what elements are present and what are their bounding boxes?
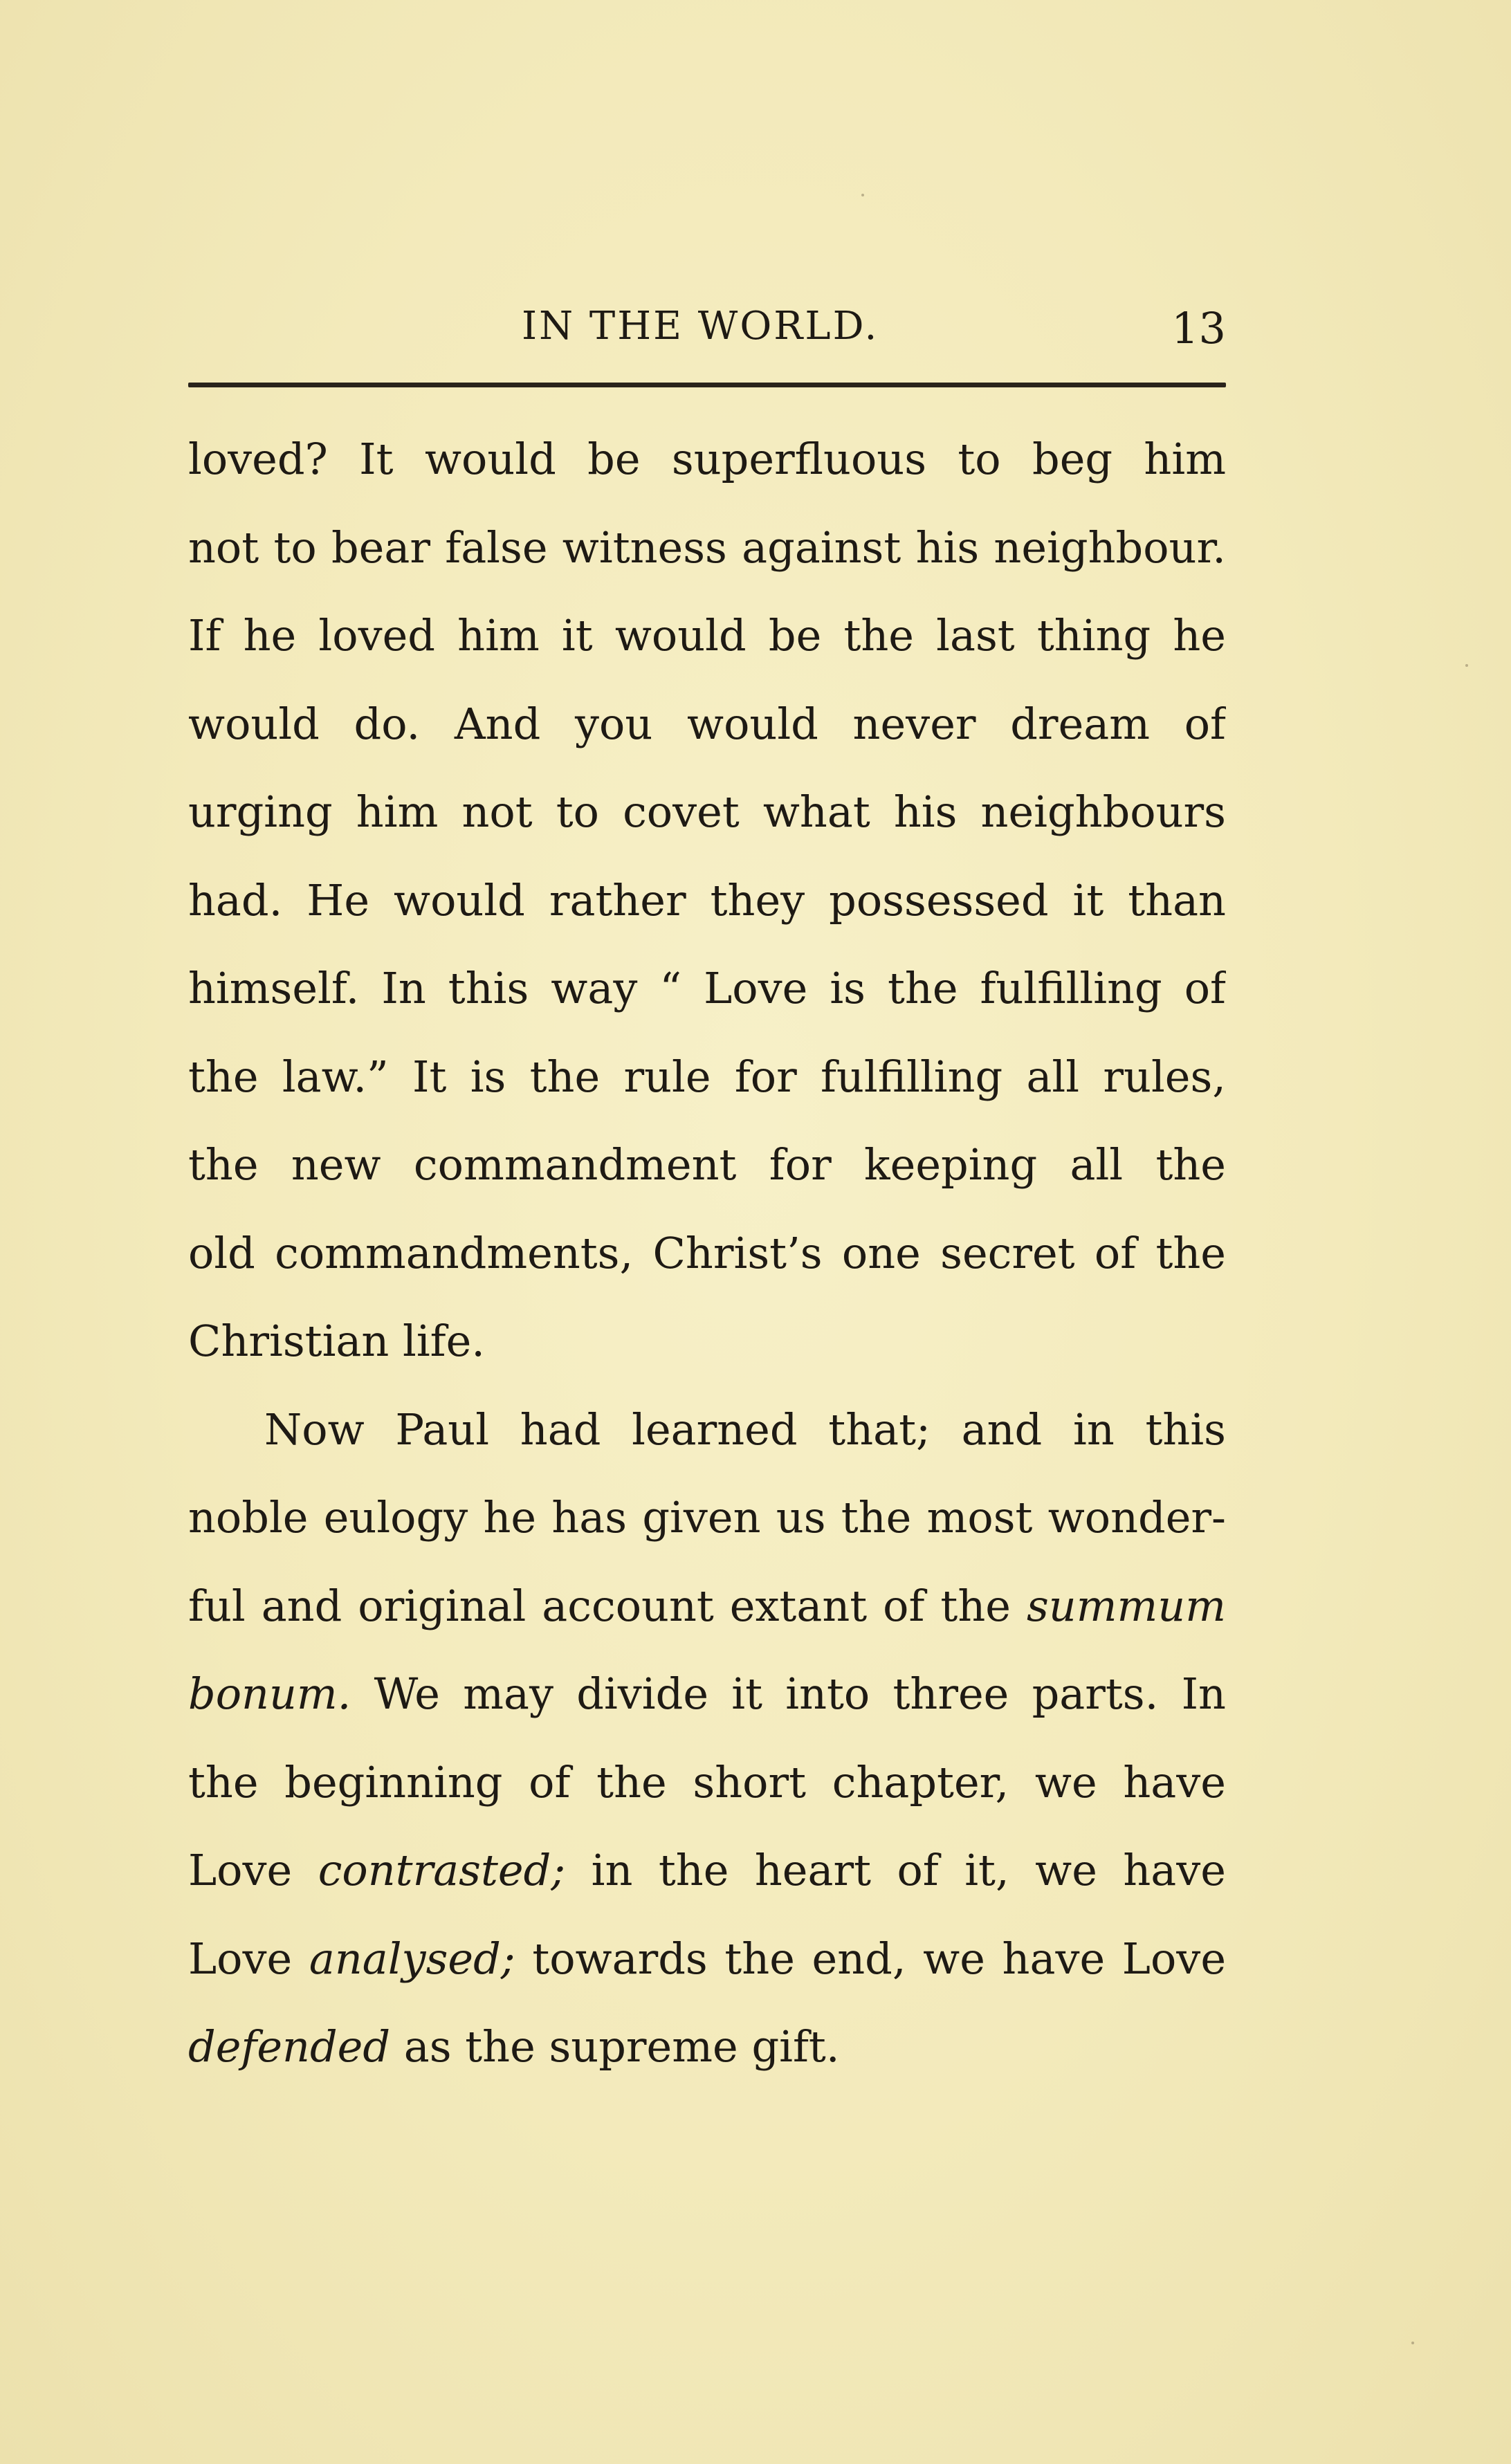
text-line: himself. In this way “ Love is the fulfilling of — [188, 963, 1226, 1013]
text-span: Love — [188, 1933, 293, 1984]
text-line — [188, 1562, 1226, 1651]
italic-term: summum — [1026, 1580, 1226, 1631]
text-line: old commandments, Christ’s one secret of the — [188, 1227, 1226, 1278]
text-line — [188, 1915, 1226, 2003]
paper-speck — [1465, 664, 1468, 667]
running-title: IN THE WORLD. — [522, 304, 879, 349]
text-line — [188, 1826, 1226, 1915]
text-span: Love — [188, 1845, 293, 1895]
text-span: ful and original account extant of the — [188, 1580, 1011, 1631]
text-line: had. He would rather they possessed it than — [188, 874, 1226, 926]
text-span: towards the end, we have Love — [532, 1933, 1226, 1984]
page-number: 13 — [1171, 303, 1226, 353]
text-line: the new commandment for keeping all the — [188, 1139, 1226, 1190]
italic-term: defended — [188, 2021, 391, 2072]
paragraph-2 — [188, 1386, 1226, 2091]
text-line: If he loved him it would be the last thing he — [188, 610, 1226, 661]
body-text — [188, 415, 1226, 2091]
italic-term: analysed; — [309, 1933, 515, 1984]
text-span: in the heart of it, we have — [591, 1845, 1226, 1895]
paragraph-1 — [188, 415, 1226, 1386]
header-rule — [188, 383, 1226, 387]
text-line: noble eulogy he has given us the most wonder- — [188, 1492, 1226, 1543]
running-header — [188, 297, 1226, 353]
italic-term: contrasted; — [318, 1845, 566, 1895]
text-line: would do. And you would never dream of — [188, 698, 1226, 749]
text-line: loved? It would be superfluous to beg him — [188, 434, 1226, 484]
text-span: We may divide it into three parts. In — [374, 1668, 1226, 1719]
text-line: not to bear false witness against his neighbour. — [188, 522, 1226, 573]
text-line — [188, 1650, 1226, 1738]
text-line: Christian life. — [188, 1316, 486, 1366]
text-line — [188, 2003, 1226, 2091]
text-line: urging him not to covet what his neighbours — [188, 787, 1226, 837]
paper-speck — [1411, 2342, 1414, 2344]
paper-speck — [861, 194, 864, 196]
text-line: Now Paul had learned that; and in this — [264, 1404, 1226, 1455]
italic-term: bonum. — [188, 1668, 351, 1719]
text-span: as the supreme gift. — [403, 2021, 840, 2072]
text-line: the law.” It is the rule for fulfilling all rules, — [188, 1051, 1226, 1102]
text-line: the beginning of the short chapter, we have — [188, 1756, 1226, 1808]
